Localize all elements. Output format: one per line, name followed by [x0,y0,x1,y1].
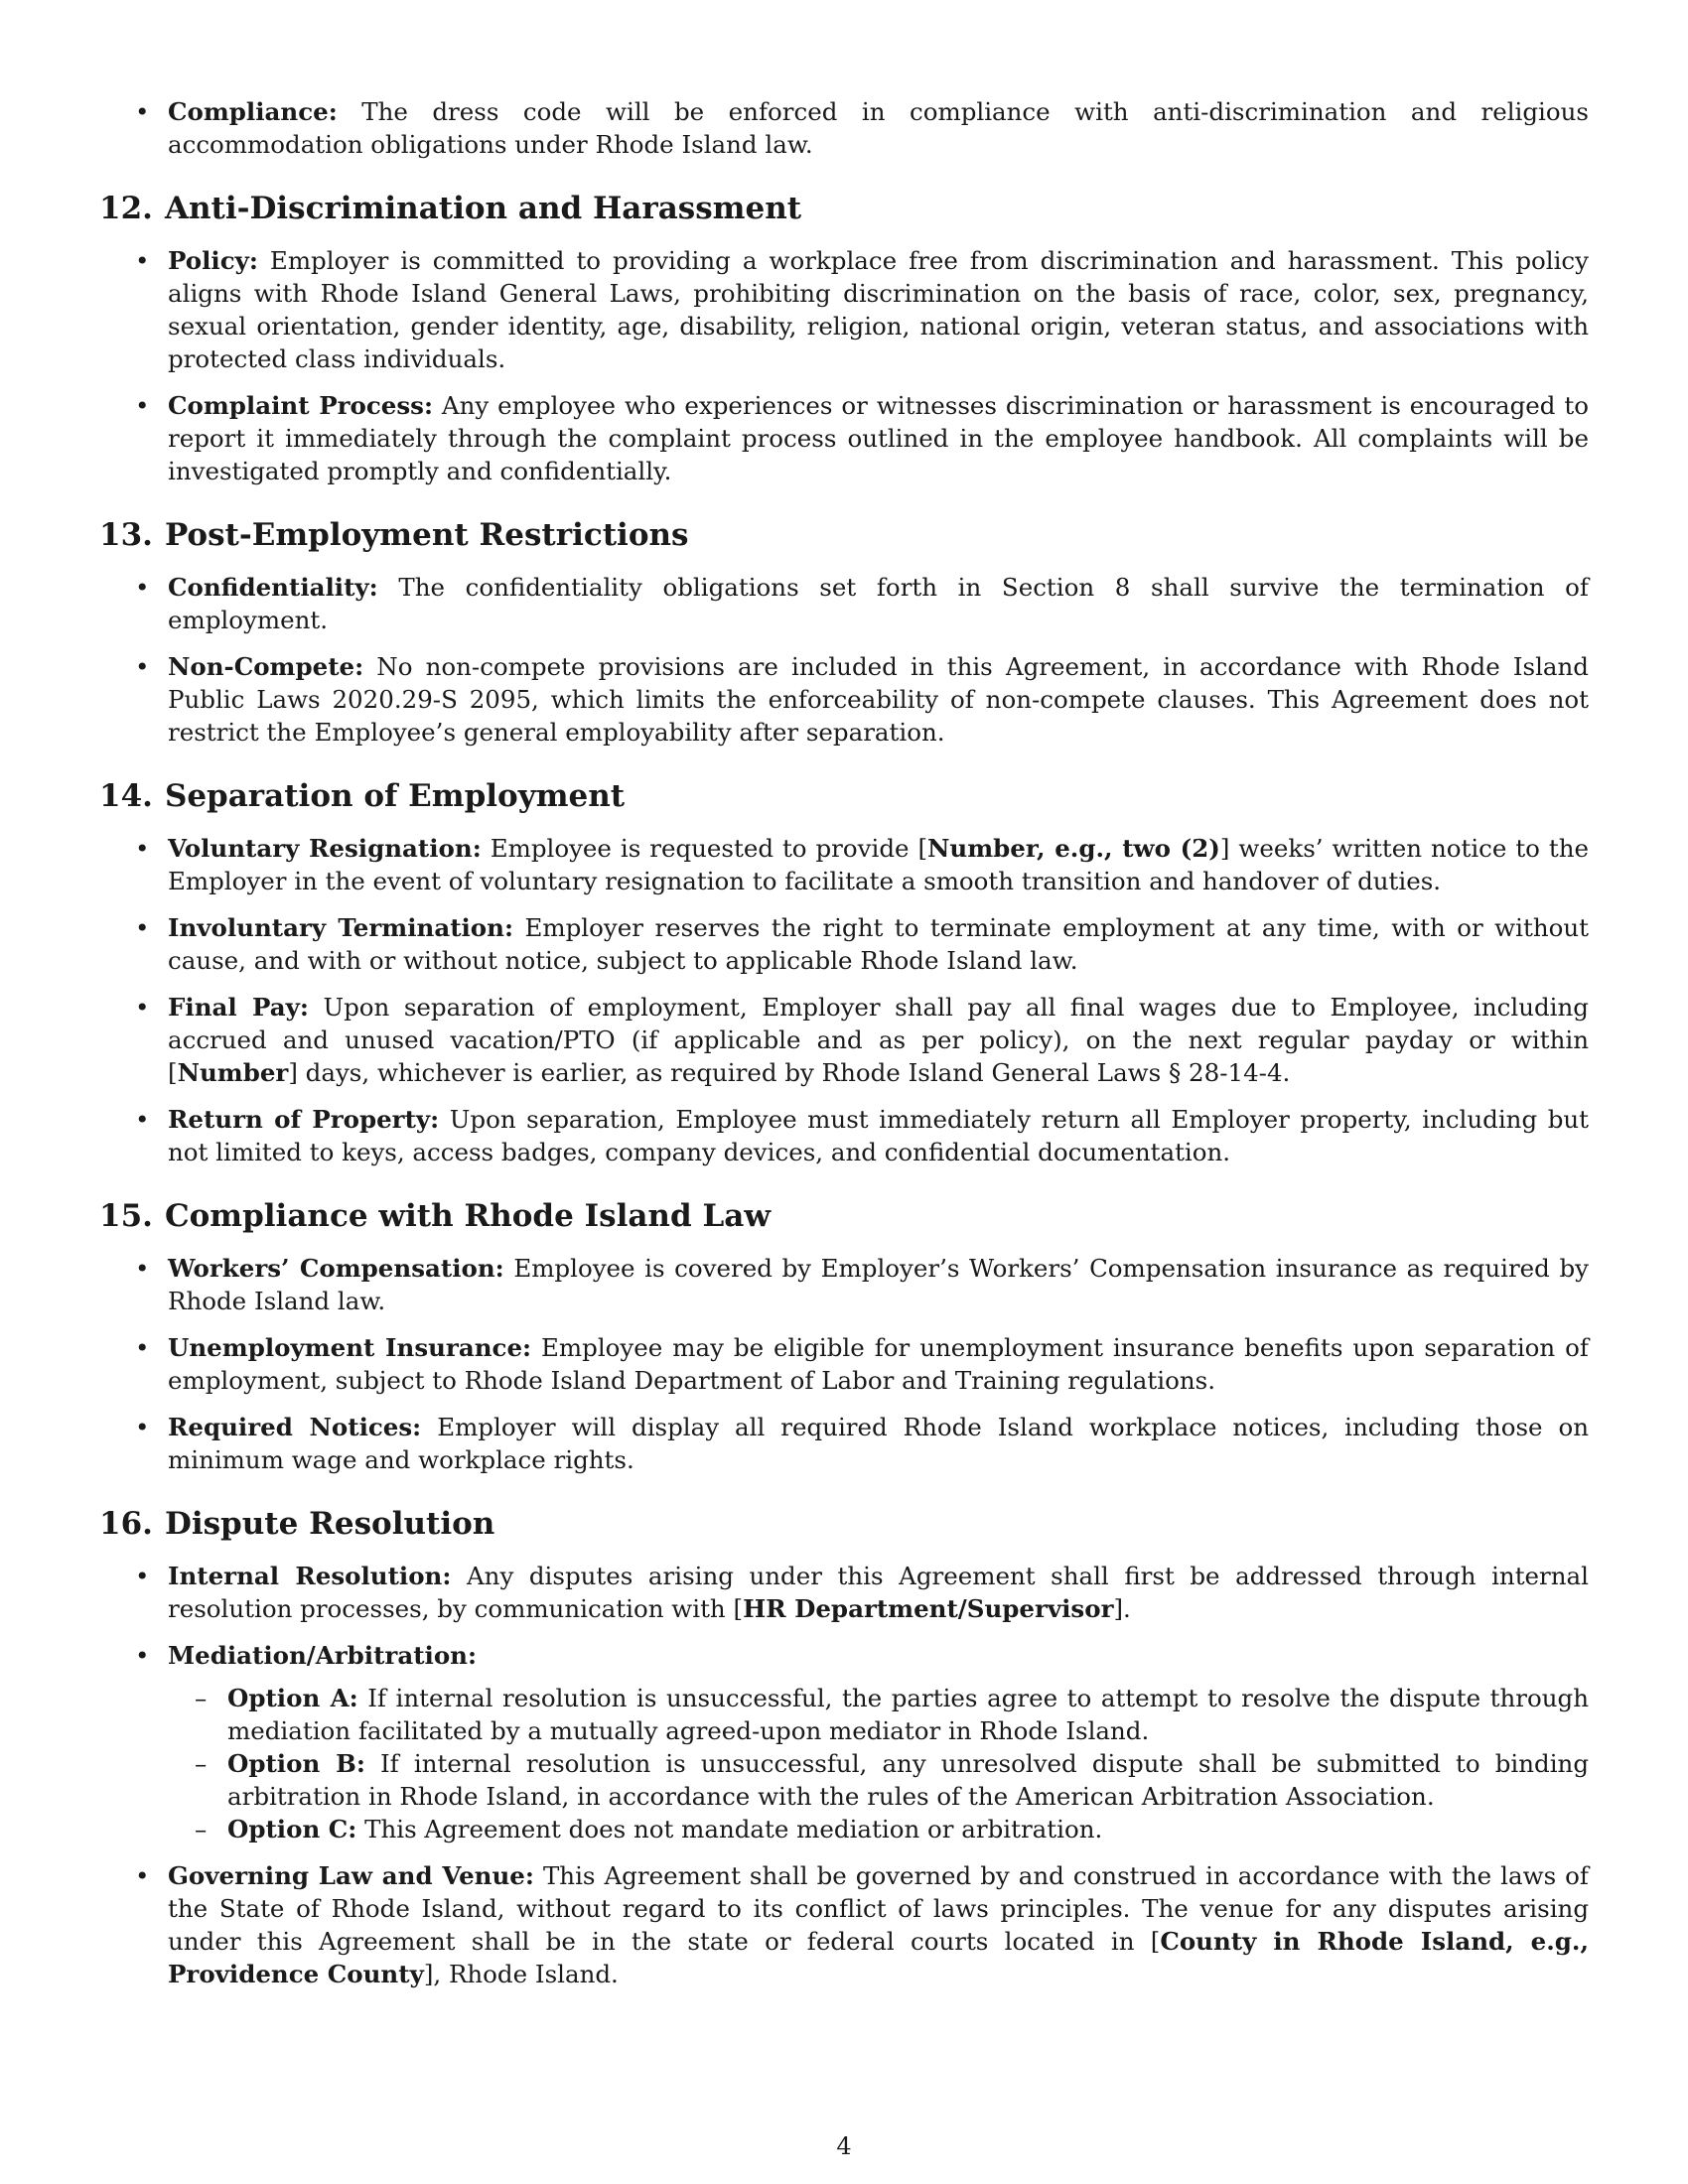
item-text: This Agreement shall be governed by and construed in accordance with the laws of the State of Rhode Island, without regard to its conflict of laws principles. The venue for any disputes arising under this Agreement shall be in the state or federal courts located in [ [168,1861,1589,1956]
placeholder-field: Number [177,1058,289,1087]
item-text: Employer will display all required Rhode Island workplace notices, including those on minimum wage and workplace rights. [168,1413,1590,1474]
section-number: 12. [99,191,153,226]
option-label: Option B: [227,1749,365,1778]
options-sublist [168,1682,1589,1845]
section-number: 13. [99,517,153,553]
item-text: ]. [1113,1594,1131,1623]
option-text: If internal resolution is unsuccessful, the parties agree to attempt to resolve the dispute through mediation facilitated by a mutually agreed-upon mediator in Rhode Island. [227,1684,1589,1745]
sublist-item-option-c [168,1813,1589,1845]
section-16 [99,1504,1589,1990]
item-label: Governing Law and Venue: [168,1861,534,1890]
section-heading [99,515,1589,555]
item-text: Employer is committed to providing a workplace free from discrimination and harassment. This policy aligns with Rhode Island General Laws, prohibiting discrimination on the basis of race, color, sex, pregnancy, sexual orientation, gender identity, age, disability, religion, national origin, veteran status, and associations with protected class individuals. [168,246,1589,373]
item-text: Upon separation, Employee must immediately return all Employer property, including but not limited to keys, access badges, company devices, and confidential documentation. [168,1105,1589,1166]
placeholder-field: Number, e.g., two (2) [927,834,1220,863]
section-number: 14. [99,778,153,814]
section-12 [99,189,1589,487]
section-list [99,244,1589,487]
item-text: Any disputes arising under this Agreement shall first be addressed through internal resolution processes, by communication with [ [168,1562,1589,1623]
item-label: Voluntary Resignation: [168,834,482,863]
item-label: Non-Compete: [168,652,364,681]
section-title: Anti-Discrimination and Harassment [164,191,802,226]
list-item-return-of-property [99,1103,1589,1168]
item-text: Employee is covered by Employer’s Workers’ Compensation insurance as required by Rhode Island law. [168,1254,1589,1315]
list-item-internal-resolution [99,1560,1589,1625]
section-14 [99,776,1589,1168]
list-item-unemployment-insurance [99,1331,1589,1397]
placeholder-field: County in Rhode Island, e.g., Providence County [168,1927,1589,1988]
item-label: Involuntary Termination: [168,913,514,942]
item-text: The dress code will be enforced in compliance with anti-discrimination and religious accommodation obligations under Rhode Island law. [168,97,1589,159]
section-number: 16. [99,1506,153,1542]
item-label: Compliance: [168,97,338,126]
section-15 [99,1196,1589,1476]
section-title: Post-Employment Restrictions [164,517,689,553]
section-heading [99,1196,1589,1236]
document-page [99,95,1589,2004]
item-text: Any employee who experiences or witnesses discrimination or harassment is encouraged to report it immediately through the complaint process outlined in the employee handbook. All complaints will be investigated promptly and confidentially. [168,391,1589,485]
item-text: ] days, whichever is earlier, as required by Rhode Island General Laws § 28-14-4. [288,1058,1291,1087]
item-label: Required Notices: [168,1413,422,1441]
section-list [99,832,1589,1168]
sublist-item-option-a [168,1682,1589,1747]
list-item-policy [99,244,1589,375]
item-label: Complaint Process: [168,391,433,420]
page-number: 4 [836,2132,852,2160]
item-text: Employer reserves the right to terminate employment at any time, with or without cause, and with or without notice, subject to applicable Rhode Island law. [168,913,1589,975]
section-number: 15. [99,1198,153,1234]
item-label: Return of Property: [168,1105,440,1134]
item-label: Confidentiality: [168,573,378,602]
item-text: Employee is requested to provide [ [481,834,928,863]
option-text: This Agreement does not mandate mediation or arbitration. [356,1815,1103,1843]
option-label: Option C: [227,1815,357,1843]
list-item-mediation-arbitration [99,1639,1589,1845]
item-label: Unemployment Insurance: [168,1333,532,1362]
item-text: No non-compete provisions are included in this Agreement, in accordance with Rhode Island Public Laws 2020.29-S 2095, which limits the enforceability of non-compete clauses. This Agreement does not restrict the Employee’s general employability after separation. [168,652,1589,747]
intro-list [99,95,1589,161]
option-text: If internal resolution is unsuccessful, any unresolved dispute shall be submitted to binding arbitration in Rhode Island, in accordance with the rules of the American Arbitration Association. [227,1749,1589,1811]
item-text: ], Rhode Island. [423,1960,619,1988]
placeholder-field: HR Department/Supervisor [743,1594,1114,1623]
section-list [99,571,1589,749]
list-item-compliance [99,95,1589,161]
list-item-non-compete [99,650,1589,749]
item-label: Final Pay: [168,993,309,1022]
option-label: Option A: [227,1684,358,1712]
item-label: Policy: [168,246,258,275]
section-list [99,1252,1589,1476]
section-title: Dispute Resolution [164,1506,495,1542]
item-text: ] weeks’ written notice to the Employer in the event of voluntary resignation to facilitate a smooth transition and handover of duties. [168,834,1590,895]
sublist-item-option-b [168,1747,1589,1813]
list-item-workers-compensation [99,1252,1589,1317]
section-heading [99,1504,1589,1544]
list-item-confidentiality [99,571,1589,636]
section-list [99,1560,1589,1990]
item-label: Mediation/Arbitration: [168,1641,478,1670]
item-text: Upon separation of employment, Employer shall pay all final wages due to Employee, including accrued and unused vacation/PTO (if applicable and as per policy), on the next regular payday or within [ [168,993,1589,1087]
section-title: Separation of Employment [164,778,626,814]
section-title: Compliance with Rhode Island Law [164,1198,772,1234]
item-text: Employee may be eligible for unemployment insurance benefits upon separation of employment, subject to Rhode Island Department of Labor and Training regulations. [168,1333,1589,1395]
list-item-required-notices [99,1411,1589,1476]
list-item-involuntary-termination [99,911,1589,977]
list-item-voluntary-resignation [99,832,1589,897]
section-13 [99,515,1589,749]
list-item-governing-law [99,1859,1589,1990]
list-item-final-pay [99,991,1589,1089]
item-label: Internal Resolution: [168,1562,452,1590]
section-heading [99,776,1589,816]
section-heading [99,189,1589,228]
item-label: Workers’ Compensation: [168,1254,504,1283]
item-text: The confidentiality obligations set forth in Section 8 shall survive the termination of employment. [168,573,1589,634]
list-item-complaint-process [99,389,1589,487]
